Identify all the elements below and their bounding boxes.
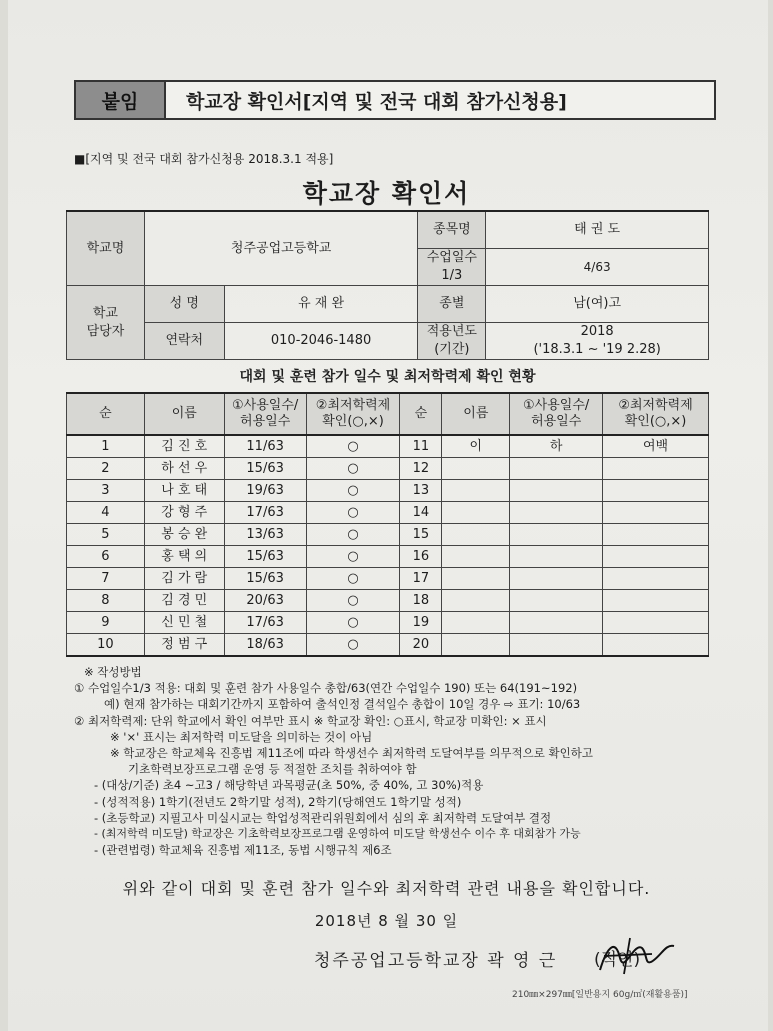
row-name [442, 590, 510, 612]
row-name: 신 민 철 [144, 612, 224, 634]
row-name: 김 경 민 [144, 590, 224, 612]
table-row [67, 458, 709, 480]
col-days: ①사용일수/ 허용일수 [510, 393, 603, 435]
row-name [442, 458, 510, 480]
note-line: ※ 학교장은 학교체육 진흥법 제11조에 따라 학생선수 최저학력 도달여부를 의무적으로 확인하고 [110, 746, 593, 761]
row-no: 14 [400, 502, 442, 524]
row-check: ○ [306, 524, 400, 546]
row-check [603, 546, 709, 568]
table-row [67, 502, 709, 524]
event-label: 종목명 [418, 211, 486, 249]
principal-signature-line: 청주공업고등학교장 곽 영 근 [314, 951, 558, 971]
row-name: 하 선 우 [144, 458, 224, 480]
confirmation-statement: 위와 같이 대회 및 훈련 참가 일수와 최저학력 관련 내용을 확인합니다. [122, 879, 651, 898]
school-info-table [66, 210, 709, 360]
gender-value: 남(여)고 [486, 286, 709, 323]
row-check [603, 480, 709, 502]
row-days: 20/63 [224, 590, 306, 612]
row-days: 15/63 [224, 546, 306, 568]
school-label: 학교명 [67, 211, 145, 286]
row-days: 15/63 [224, 458, 306, 480]
table-row [67, 568, 709, 590]
table-body [67, 435, 709, 656]
year-value: 2018 ('18.3.1 ~ '19 2.28) [486, 323, 709, 360]
table-row [67, 634, 709, 657]
table-row [67, 480, 709, 502]
row-check: ○ [306, 634, 400, 657]
note-line: - (최저학력 미도달) 학교장은 기초학력보장프로그램 운영하여 미도달 학생선수 이수 후 대회참가 가능 [94, 827, 581, 841]
row-days: 13/63 [224, 524, 306, 546]
row-check: ○ [306, 435, 400, 458]
document-title: 학교장 확인서 [302, 179, 471, 208]
note-line: 예) 현재 참가하는 대회기간까지 포함하여 출석인정 결석일수 총합이 10일 경우 ⇨ 표기: 10/63 [104, 697, 581, 712]
year-label: 적용년도 (기간) [418, 323, 486, 360]
note-line: - (관련법령) 학교체육 진흥법 제11조, 동법 시행규칙 제6조 [94, 843, 392, 858]
table-row [67, 590, 709, 612]
header-title: 학교장 확인서[지역 및 전국 대회 참가신청용] [186, 90, 567, 113]
class-days-ratio-label: 수업일수 1/3 [418, 249, 486, 286]
row-no: 20 [400, 634, 442, 657]
row-check: ○ [306, 568, 400, 590]
row-no: 2 [67, 458, 145, 480]
row-name [442, 524, 510, 546]
col-no: 순 [67, 393, 145, 435]
row-check [603, 502, 709, 524]
row-no: 4 [67, 502, 145, 524]
col-name: 이름 [442, 393, 510, 435]
row-no: 19 [400, 612, 442, 634]
table-row [67, 612, 709, 634]
note-line: ※ 작성방법 [84, 665, 142, 679]
row-no: 10 [67, 634, 145, 657]
col-name: 이름 [144, 393, 224, 435]
row-days: 17/63 [224, 612, 306, 634]
row-name [442, 480, 510, 502]
paper-spec-footer: 210㎜×297㎜[일반용지 60g/㎡(재활용품)] [512, 990, 688, 1000]
row-name: 이 [442, 435, 510, 458]
row-days [510, 546, 603, 568]
note-line: 기초학력보장프로그램 운영 등 적절한 조치를 취하여야 함 [128, 762, 417, 777]
table-header-row [67, 393, 709, 435]
row-no: 3 [67, 480, 145, 502]
header-box [74, 80, 716, 120]
note-line: ② 최저학력제: 단위 학교에서 확인 여부만 표시 ※ 학교장 확인: ○표시, 학교장 미확인: × 표시 [74, 713, 547, 728]
row-days [510, 502, 603, 524]
row-check [603, 590, 709, 612]
manager-label: 학교 담당자 [67, 286, 145, 360]
attachment-tag: 붙임 [76, 82, 166, 118]
row-no: 15 [400, 524, 442, 546]
col-check: ②최저학력제 확인(○,×) [306, 393, 400, 435]
table-row [67, 435, 709, 458]
row-days: 15/63 [224, 568, 306, 590]
event-value: 태 권 도 [486, 211, 709, 249]
table-row [67, 546, 709, 568]
row-days: 18/63 [224, 634, 306, 657]
row-name [442, 612, 510, 634]
row-name [442, 634, 510, 657]
seal-text: (직인) [594, 950, 641, 970]
manager-name: 유 재 완 [224, 286, 418, 323]
row-days [510, 568, 603, 590]
school-name: 청주공업고등학교 [144, 211, 418, 286]
row-days [510, 634, 603, 657]
row-name: 김 진 호 [144, 435, 224, 458]
contact-value: 010-2046-1480 [224, 323, 418, 360]
row-days [510, 458, 603, 480]
row-days: 17/63 [224, 502, 306, 524]
row-name: 봉 승 완 [144, 524, 224, 546]
row-check: 여백 [603, 435, 709, 458]
participation-table [66, 392, 709, 657]
row-name [442, 502, 510, 524]
row-no: 17 [400, 568, 442, 590]
section-title: 대회 및 훈련 참가 일수 및 최저학력제 확인 현황 [239, 369, 536, 385]
row-no: 18 [400, 590, 442, 612]
row-days [510, 524, 603, 546]
row-no: 16 [400, 546, 442, 568]
col-days: ①사용일수/ 허용일수 [224, 393, 306, 435]
row-days: 11/63 [224, 435, 306, 458]
note-line: ※ '×' 표시는 최저학력 미도달을 의미하는 것이 아님 [110, 729, 373, 744]
gender-label: 종별 [418, 286, 486, 323]
row-no: 5 [67, 524, 145, 546]
row-name: 홍 택 의 [144, 546, 224, 568]
row-no: 13 [400, 480, 442, 502]
name-label: 성 명 [144, 286, 224, 323]
col-check: ②최저학력제 확인(○,×) [603, 393, 709, 435]
row-days [510, 480, 603, 502]
row-no: 12 [400, 458, 442, 480]
row-check [603, 524, 709, 546]
note-line: - (대상/기준) 초4 ~고3 / 해당학년 과목평균(초 50%, 중 40%, 고 30%)적용 [94, 778, 484, 793]
row-check: ○ [306, 502, 400, 524]
row-no: 11 [400, 435, 442, 458]
row-days [510, 590, 603, 612]
row-check: ○ [306, 480, 400, 502]
row-days: 19/63 [224, 480, 306, 502]
row-no: 8 [67, 590, 145, 612]
row-days [510, 612, 603, 634]
row-check [603, 634, 709, 657]
row-days: 하 [510, 435, 603, 458]
col-no: 순 [400, 393, 442, 435]
row-check [603, 612, 709, 634]
row-no: 7 [67, 568, 145, 590]
note-line: ① 수업일수1/3 적용: 대회 및 훈련 참가 사용일수 총합/63(연간 수업일수 190) 또는 64(191~192) [74, 681, 578, 696]
signature-seal-icon [590, 934, 680, 978]
row-check: ○ [306, 458, 400, 480]
row-name: 정 범 구 [144, 634, 224, 657]
row-name: 김 가 람 [144, 568, 224, 590]
note-line: - (초등학교) 지필고사 미실시교는 학업성적관리위원회에서 심의 후 최저학력 도달여부 결정 [94, 810, 552, 825]
class-days-ratio-value: 4/63 [486, 249, 709, 286]
row-name [442, 568, 510, 590]
row-no: 1 [67, 435, 145, 458]
row-name: 강 형 주 [144, 502, 224, 524]
row-check: ○ [306, 612, 400, 634]
row-check [603, 458, 709, 480]
row-name [442, 546, 510, 568]
row-check: ○ [306, 546, 400, 568]
application-subtitle: ■[지역 및 전국 대회 참가신청용 2018.3.1 적용] [74, 152, 334, 166]
contact-label: 연락처 [144, 323, 224, 360]
issue-date: 2018년 8 월 30 일 [314, 912, 459, 930]
instructions [74, 664, 724, 858]
row-no: 6 [67, 546, 145, 568]
table-row [67, 524, 709, 546]
row-check: ○ [306, 590, 400, 612]
row-name: 나 호 태 [144, 480, 224, 502]
note-line: - (성적적용) 1학기(전년도 2학기말 성적), 2학기(당해연도 1학기말 성적) [94, 794, 462, 809]
row-check [603, 568, 709, 590]
row-no: 9 [67, 612, 145, 634]
